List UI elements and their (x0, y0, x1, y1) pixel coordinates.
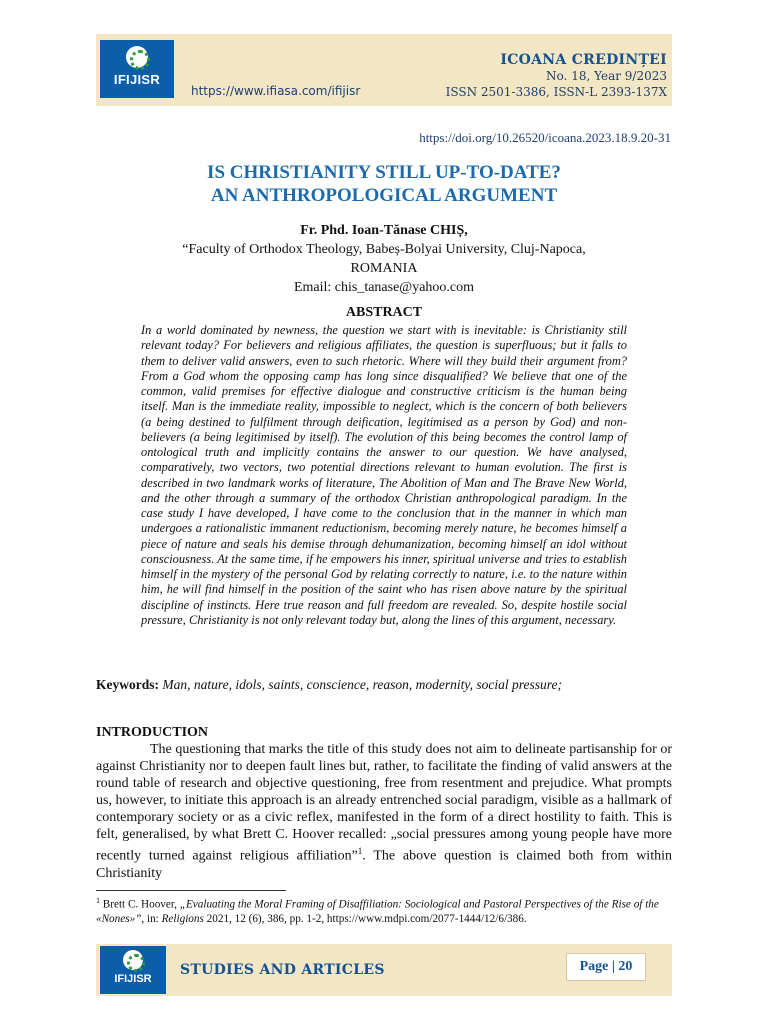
journal-issue: No. 18, Year 9/2023 (546, 69, 667, 83)
article-title (96, 161, 672, 207)
keywords-text: Man, nature, idols, saints, conscience, reason, modernity, social pressure; (159, 677, 562, 692)
footer-logo-text: IFIJISR (114, 973, 152, 985)
footnote-mark: 1 (96, 896, 100, 905)
title-line-1: IS CHRISTIANITY STILL UP-TO-DATE? (207, 162, 561, 183)
introduction-heading: INTRODUCTION (96, 725, 209, 740)
footer-wreath-icon (123, 950, 143, 970)
page-number: Page | 20 (566, 953, 646, 981)
author-name: Fr. Phd. Ioan-Tănase CHIȘ, (300, 223, 468, 238)
title-line-2: AN ANTHROPOLOGICAL ARGUMENT (210, 185, 558, 206)
footnote-in: , in: (141, 912, 162, 925)
footnote-journal: Religions (161, 912, 204, 925)
keywords (96, 676, 627, 693)
journal-title: ICOANA CREDINȚEI (500, 52, 667, 68)
doi-link[interactable]: https://doi.org/10.26520/icoana.2023.18.9.20-31 (419, 130, 671, 145)
author-affiliation-line-1: “Faculty of Orthodox Theology, Babeș-Bolyai University, Cluj-Napoca, (182, 242, 586, 257)
introduction-text-part-1: The questioning that marks the title of this study does not aim to delineate partisanship for or against Christianity nor to deepen fault lines but, rather, to facilitate the finding of valid answers at the round table of research and objective questioning, free from resentment and prejudice. What prompts us, however, to initiate this approach is an already entrenched social paradigm, visible as a hallmark of contemporary society or as a civic reflex, manifested in the form of a direct hostility to faith. This is felt, generalised, by what Brett C. Hoover recalled: „social pressures among young people have more recently turned against religious affiliation” (96, 742, 672, 865)
footer-logo (100, 946, 166, 994)
author-block (96, 221, 672, 297)
journal-logo (100, 40, 174, 98)
journal-issn: ISSN 2501-3386, ISSN-L 2393-137X (445, 85, 667, 99)
footnote-author: Brett C. Hoover, (100, 898, 180, 911)
author-email: Email: chis_tanase@yahoo.com (293, 280, 475, 295)
journal-info (446, 52, 667, 100)
footnote-reference[interactable]: 1 (357, 846, 363, 857)
wreath-icon (126, 46, 148, 68)
logo-text: IFIJISR (113, 72, 161, 87)
footer-section-label: STUDIES AND ARTICLES (180, 962, 385, 978)
footnote-divider (96, 890, 286, 891)
keywords-label: Keywords: (96, 677, 159, 692)
abstract-heading: ABSTRACT (345, 305, 423, 320)
footnote-details: 2021, 12 (6), 386, pp. 1-2, https://www.mdpi.com/2077-1444/12/6/386. (203, 912, 527, 925)
introduction-text (96, 742, 672, 883)
author-affiliation-line-2: ROMANIA (350, 261, 418, 276)
header-url-link[interactable]: https://www.ifiasa.com/ifijisr (191, 84, 361, 98)
abstract-text: In a world dominated by newness, the question we start with is inevitable: is Christianity still relevant today? For believers and religious affiliates, the question is superfluous; but it falls to them to deliver valid answers, even to such rhetoric. Where will they build their argument from? From a God whom the opposing camp has long since disqualified? We believe that one of the common, valid premises for effective dialogue and constructive criticism is the human being itself. Man is the immediate reality, impossible to neglect, which is the concern of both believers (a being destined to fulfilment through deification, legitimised as a person by God) and non-believers (a being legitimised by itself). The evolution of this being becomes the control lamp of ontological truth and implicitly contains the answer to our question. We have analysed, comparatively, two vectors, two potential directions relevant to human evolution. The first is described in two landmark works of literature, The Abolition of Man and The Brave New World, and the other through a summary of the orthodox Christian anthropological paradigm. In the case study I have developed, I have come to the conclusion that in the manner in which man undergoes a rationalistic immanent reductionism, becoming merely nature, he becomes himself a piece of nature and seals his demise through dehumanization, becoming himself an idol without consciousness. At the same time, if he empowers his inner, spiritual universe and tries to establish himself in the mystery of the personal God by relating correctly to nature, i.e. to the nature within him, he will find himself in the position of the saint who has risen above nature by the spiritual discipline of instincts. Here true reason and full freedom are revealed. So, despite hostile social pressure, Christianity is not only relevant today but, along the lines of this argument, necessary. (141, 323, 627, 627)
footnote (96, 894, 672, 926)
introduction-text-part-2: . The above question is claimed both from within Christianity (96, 849, 672, 881)
footnote-title: „Evaluating the Moral Framing of Disaffiliation: Sociological and Pastoral Perspectives of the Rise of the «Nones»” (96, 898, 659, 925)
